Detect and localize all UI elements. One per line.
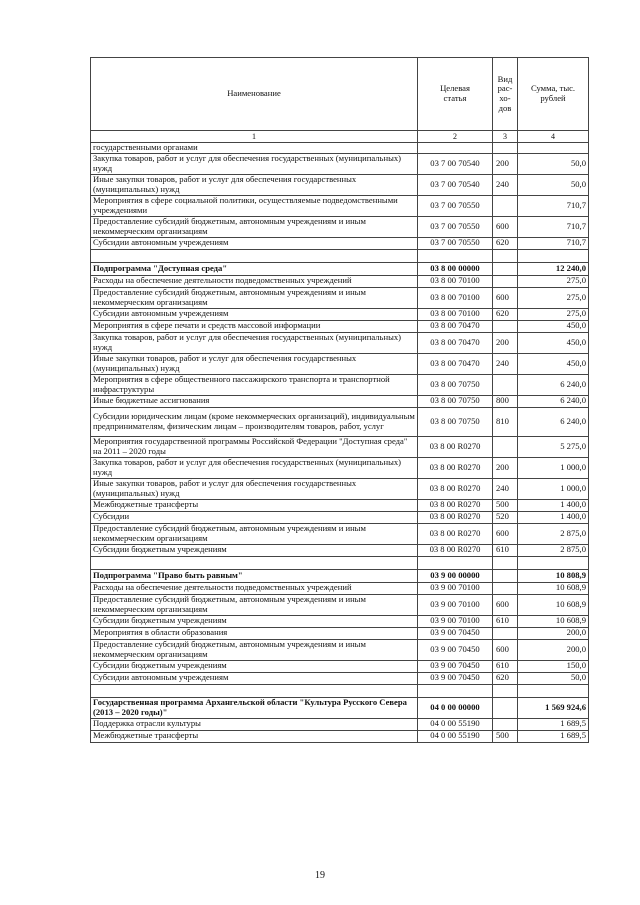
- row-code: 03 8 00 70470: [418, 320, 493, 332]
- row-code: [418, 684, 493, 697]
- row-kind: 610: [493, 660, 518, 672]
- row-sum: 1 400,0: [518, 511, 589, 523]
- row-sum: 10 608,9: [518, 594, 589, 615]
- row-name: Закупка товаров, работ и услуг для обеспечения государственных (муниципальных) нужд: [91, 457, 418, 478]
- table-row: [91, 374, 589, 395]
- section-row: [91, 262, 589, 275]
- row-name: Субсидии автономным учреждениям: [91, 308, 418, 320]
- row-name: Субсидии автономным учреждениям: [91, 237, 418, 249]
- table-row: [91, 718, 589, 730]
- table-row: [91, 478, 589, 499]
- table-row: [91, 523, 589, 544]
- row-kind: 240: [493, 478, 518, 499]
- table-row: [91, 287, 589, 308]
- row-kind: [493, 556, 518, 569]
- row-code: 03 8 00 70100: [418, 308, 493, 320]
- table-header: [91, 58, 589, 143]
- row-name: Подпрограмма "Доступная среда": [91, 262, 418, 275]
- row-name: Иные закупки товаров, работ и услуг для обеспечения государственных (муниципальных) нужд: [91, 353, 418, 374]
- row-kind: 200: [493, 457, 518, 478]
- row-code: 03 7 00 70550: [418, 237, 493, 249]
- budget-table: [90, 57, 589, 743]
- row-code: [418, 556, 493, 569]
- table-row: [91, 639, 589, 660]
- row-kind: 500: [493, 730, 518, 742]
- row-code: 03 8 00 70100: [418, 275, 493, 287]
- spacer-row: [91, 249, 589, 262]
- row-code: 03 8 00 R0270: [418, 499, 493, 511]
- row-kind: 240: [493, 174, 518, 195]
- table-row: [91, 216, 589, 237]
- row-sum: [518, 143, 589, 154]
- row-sum: 50,0: [518, 153, 589, 174]
- row-name: Подпрограмма "Право быть равным": [91, 569, 418, 582]
- table-row: [91, 174, 589, 195]
- row-kind: [493, 569, 518, 582]
- row-sum: 10 608,9: [518, 582, 589, 594]
- row-sum: 1 400,0: [518, 499, 589, 511]
- header-row: [91, 58, 589, 131]
- row-kind: 610: [493, 544, 518, 556]
- row-name: Расходы на обеспечение деятельности подведомственных учреждений: [91, 275, 418, 287]
- row-sum: 1 689,5: [518, 730, 589, 742]
- row-sum: 6 240,0: [518, 407, 589, 436]
- row-kind: 600: [493, 287, 518, 308]
- row-sum: 1 689,5: [518, 718, 589, 730]
- row-code: 03 9 00 00000: [418, 569, 493, 582]
- row-kind: 240: [493, 353, 518, 374]
- row-name: [91, 684, 418, 697]
- row-name: Предоставление субсидий бюджетным, автономным учреждениям и иным некоммерческим организациям: [91, 523, 418, 544]
- row-code: 03 9 00 70450: [418, 672, 493, 684]
- table-row: [91, 195, 589, 216]
- column-number-row: [91, 131, 589, 143]
- row-name: Поддержка отрасли культуры: [91, 718, 418, 730]
- section-row: [91, 569, 589, 582]
- row-code: 03 8 00 R0270: [418, 523, 493, 544]
- row-code: 03 7 00 70550: [418, 216, 493, 237]
- row-kind: 200: [493, 332, 518, 353]
- column-number: 4: [518, 131, 589, 143]
- row-sum: 1 569 924,6: [518, 697, 589, 718]
- row-name: Иные закупки товаров, работ и услуг для обеспечения государственных (муниципальных) нужд: [91, 174, 418, 195]
- row-name: Мероприятия в сфере социальной политики, осуществляемые подведомственными учреждениями: [91, 195, 418, 216]
- row-name: Субсидии автономным учреждениям: [91, 672, 418, 684]
- table-row: [91, 153, 589, 174]
- table-row: [91, 237, 589, 249]
- page-number: 19: [315, 870, 325, 881]
- row-kind: [493, 697, 518, 718]
- row-sum: 275,0: [518, 308, 589, 320]
- row-kind: 200: [493, 153, 518, 174]
- table-row: [91, 320, 589, 332]
- row-sum: 1 000,0: [518, 457, 589, 478]
- row-sum: 275,0: [518, 275, 589, 287]
- row-code: 03 8 00 70750: [418, 395, 493, 407]
- row-name: [91, 556, 418, 569]
- table-row: [91, 353, 589, 374]
- row-sum: 450,0: [518, 320, 589, 332]
- table-row: [91, 544, 589, 556]
- table-row: [91, 436, 589, 457]
- row-name: Субсидии бюджетным учреждениям: [91, 660, 418, 672]
- row-kind: [493, 374, 518, 395]
- row-sum: 450,0: [518, 332, 589, 353]
- row-sum: 1 000,0: [518, 478, 589, 499]
- table-row: [91, 308, 589, 320]
- table-row: [91, 660, 589, 672]
- table-row: [91, 275, 589, 287]
- row-name: Субсидии: [91, 511, 418, 523]
- header-name: Наименование: [91, 58, 418, 131]
- row-code: 03 8 00 70470: [418, 332, 493, 353]
- row-kind: 800: [493, 395, 518, 407]
- row-code: 03 7 00 70540: [418, 153, 493, 174]
- table-row: [91, 582, 589, 594]
- row-sum: 5 275,0: [518, 436, 589, 457]
- row-name: Субсидии бюджетным учреждениям: [91, 615, 418, 627]
- row-kind: [493, 249, 518, 262]
- table-row: [91, 594, 589, 615]
- row-kind: 600: [493, 639, 518, 660]
- row-name: Государственная программа Архангельской области "Культура Русского Севера (2013 – 2020 годы)": [91, 697, 418, 718]
- column-number: 3: [493, 131, 518, 143]
- table-row: [91, 615, 589, 627]
- row-sum: 200,0: [518, 639, 589, 660]
- row-name: Иные бюджетные ассигнования: [91, 395, 418, 407]
- row-name: Закупка товаров, работ и услуг для обеспечения государственных (муниципальных) нужд: [91, 153, 418, 174]
- row-sum: 710,7: [518, 216, 589, 237]
- row-kind: 620: [493, 237, 518, 249]
- row-kind: [493, 320, 518, 332]
- header-target: Целевая статья: [418, 58, 493, 131]
- row-name: Мероприятия государственной программы Российской Федерации "Доступная среда" на 2011 – 2020 годы: [91, 436, 418, 457]
- row-code: 03 8 00 70750: [418, 374, 493, 395]
- row-kind: [493, 275, 518, 287]
- row-kind: 600: [493, 523, 518, 544]
- table-row: [91, 672, 589, 684]
- row-kind: [493, 582, 518, 594]
- table-row: [91, 332, 589, 353]
- row-name: Межбюджетные трансферты: [91, 730, 418, 742]
- row-sum: 6 240,0: [518, 374, 589, 395]
- table-row: [91, 730, 589, 742]
- row-kind: 620: [493, 308, 518, 320]
- row-sum: 2 875,0: [518, 544, 589, 556]
- column-number: 1: [91, 131, 418, 143]
- row-kind: 610: [493, 615, 518, 627]
- row-sum: [518, 249, 589, 262]
- row-code: 03 9 00 70450: [418, 639, 493, 660]
- row-sum: 2 875,0: [518, 523, 589, 544]
- row-kind: [493, 195, 518, 216]
- row-code: 03 9 00 70100: [418, 594, 493, 615]
- row-name: Субсидии юридическим лицам (кроме некоммерческих организаций), индивидуальным предпринимателям, физическим лицам – производителям товаров, работ, услуг: [91, 407, 418, 436]
- row-name: Предоставление субсидий бюджетным, автономным учреждениям и иным некоммерческим организациям: [91, 594, 418, 615]
- row-kind: 520: [493, 511, 518, 523]
- row-kind: 600: [493, 216, 518, 237]
- table-body: [91, 143, 589, 743]
- row-code: 03 8 00 R0270: [418, 544, 493, 556]
- row-name: Предоставление субсидий бюджетным, автономным учреждениям и иным некоммерческим организациям: [91, 639, 418, 660]
- table-row: [91, 407, 589, 436]
- row-name: Мероприятия в сфере общественного пассажирского транспорта и транспортной инфраструктуры: [91, 374, 418, 395]
- row-code: 03 9 00 70100: [418, 615, 493, 627]
- row-sum: 450,0: [518, 353, 589, 374]
- table-row: [91, 511, 589, 523]
- row-sum: 10 808,9: [518, 569, 589, 582]
- row-code: 03 9 00 70100: [418, 582, 493, 594]
- row-sum: [518, 556, 589, 569]
- row-kind: [493, 262, 518, 275]
- row-kind: 600: [493, 594, 518, 615]
- row-kind: [493, 718, 518, 730]
- row-code: 03 8 00 R0270: [418, 478, 493, 499]
- row-name: Расходы на обеспечение деятельности подведомственных учреждений: [91, 582, 418, 594]
- spacer-row: [91, 556, 589, 569]
- row-code: 03 7 00 70550: [418, 195, 493, 216]
- header-kind: Вид рас-хо-дов: [493, 58, 518, 131]
- row-kind: 500: [493, 499, 518, 511]
- row-code: 03 9 00 70450: [418, 660, 493, 672]
- row-kind: [493, 684, 518, 697]
- row-name: Иные закупки товаров, работ и услуг для обеспечения государственных (муниципальных) нужд: [91, 478, 418, 499]
- row-name: государственными органами: [91, 143, 418, 154]
- row-code: 03 8 00 70470: [418, 353, 493, 374]
- row-sum: 6 240,0: [518, 395, 589, 407]
- row-name: Мероприятия в сфере печати и средств массовой информации: [91, 320, 418, 332]
- row-kind: [493, 627, 518, 639]
- row-sum: 200,0: [518, 627, 589, 639]
- row-sum: [518, 684, 589, 697]
- row-sum: 50,0: [518, 174, 589, 195]
- row-name: Межбюджетные трансферты: [91, 499, 418, 511]
- row-code: 03 8 00 70100: [418, 287, 493, 308]
- row-code: [418, 249, 493, 262]
- row-code: 04 0 00 55190: [418, 730, 493, 742]
- table-row: [91, 457, 589, 478]
- row-code: 03 8 00 R0270: [418, 457, 493, 478]
- section-row: [91, 697, 589, 718]
- row-sum: 150,0: [518, 660, 589, 672]
- row-name: Предоставление субсидий бюджетным, автономным учреждениям и иным некоммерческим организациям: [91, 216, 418, 237]
- table-row: [91, 499, 589, 511]
- row-kind: [493, 436, 518, 457]
- row-sum: 710,7: [518, 195, 589, 216]
- row-kind: 620: [493, 672, 518, 684]
- row-sum: 10 608,9: [518, 615, 589, 627]
- row-code: 03 8 00 70750: [418, 407, 493, 436]
- row-name: [91, 249, 418, 262]
- row-kind: [493, 143, 518, 154]
- row-name: Субсидии бюджетным учреждениям: [91, 544, 418, 556]
- row-name: Мероприятия в области образования: [91, 627, 418, 639]
- row-kind: 810: [493, 407, 518, 436]
- row-name: Закупка товаров, работ и услуг для обеспечения государственных (муниципальных) нужд: [91, 332, 418, 353]
- row-code: 03 7 00 70540: [418, 174, 493, 195]
- table-row: [91, 395, 589, 407]
- row-name: Предоставление субсидий бюджетным, автономным учреждениям и иным некоммерческим организациям: [91, 287, 418, 308]
- row-code: 03 8 00 00000: [418, 262, 493, 275]
- row-sum: 12 240,0: [518, 262, 589, 275]
- header-sum: Сумма, тыс. рублей: [518, 58, 589, 131]
- table-row: [91, 143, 589, 154]
- row-sum: 275,0: [518, 287, 589, 308]
- spacer-row: [91, 684, 589, 697]
- table-row: [91, 627, 589, 639]
- row-code: 04 0 00 55190: [418, 718, 493, 730]
- row-code: 03 8 00 R0270: [418, 511, 493, 523]
- row-code: 04 0 00 00000: [418, 697, 493, 718]
- column-number: 2: [418, 131, 493, 143]
- row-sum: 710,7: [518, 237, 589, 249]
- row-code: [418, 143, 493, 154]
- row-code: 03 9 00 70450: [418, 627, 493, 639]
- row-sum: 50,0: [518, 672, 589, 684]
- row-code: 03 8 00 R0270: [418, 436, 493, 457]
